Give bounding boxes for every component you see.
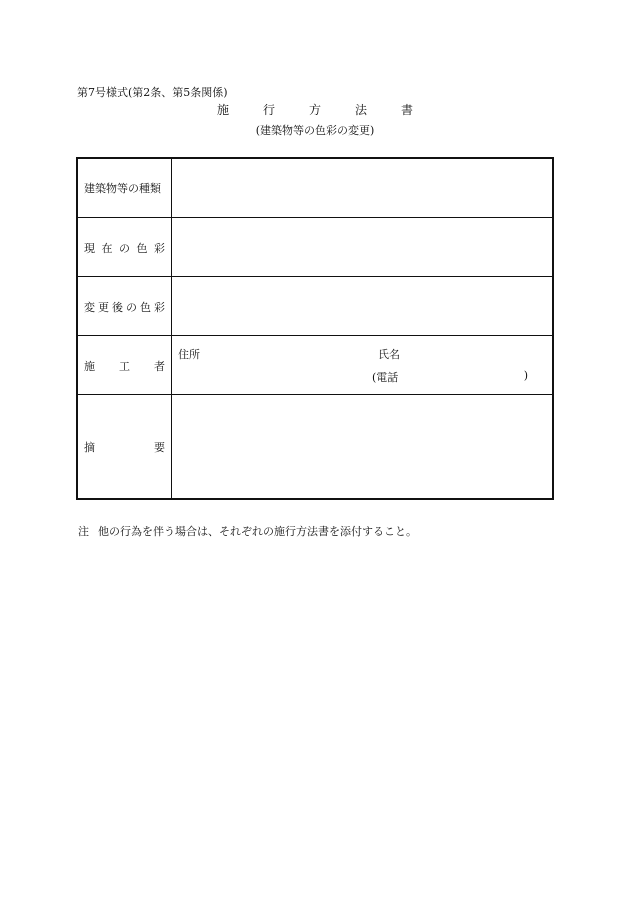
title-char: 書 <box>401 103 414 117</box>
label-char: 現 <box>84 241 95 255</box>
label-char: 工 <box>119 359 130 373</box>
new-color-label <box>84 299 165 315</box>
label-char: 要 <box>154 441 165 454</box>
address-label: 住所 <box>178 348 200 361</box>
label-cell <box>78 277 172 336</box>
contractor-label <box>84 358 165 374</box>
label-char: 更 <box>98 300 109 314</box>
phone-label: (電話 <box>372 371 399 384</box>
title-char: 法 <box>355 103 368 117</box>
form-table <box>76 157 554 500</box>
label-char: 色 <box>136 241 148 255</box>
current-color-field[interactable] <box>172 218 552 277</box>
label-cell <box>78 395 172 499</box>
title-char: 施 <box>216 103 229 117</box>
label-char: 彩 <box>154 241 165 255</box>
contractor-field[interactable] <box>172 336 552 395</box>
label-char: 在 <box>101 241 113 255</box>
row-contractor <box>78 335 552 395</box>
building-type-field[interactable] <box>172 159 552 217</box>
title-char: 行 <box>262 103 275 117</box>
note-mark: 注 <box>78 525 89 538</box>
form-number: 第7号様式(第2条、第5条関係) <box>77 86 228 99</box>
label-char: 色 <box>140 300 151 314</box>
row-summary <box>78 394 552 499</box>
summary-field[interactable] <box>172 395 552 499</box>
page-title <box>0 101 630 118</box>
label-char: 者 <box>154 359 165 373</box>
row-new-color <box>78 276 552 336</box>
footnote <box>78 523 417 539</box>
label-char: 摘 <box>84 441 95 454</box>
phone-paren-close: ) <box>523 369 528 382</box>
building-type-label: 建築物等の種類 <box>84 182 161 195</box>
row-building-type <box>78 159 552 217</box>
label-char: 後 <box>112 300 123 314</box>
label-cell <box>78 159 172 217</box>
label-char: 彩 <box>154 300 165 314</box>
note-text: 他の行為を伴う場合は、それぞれの施行方法書を添付すること。 <box>98 525 417 538</box>
label-char: 施 <box>84 359 95 373</box>
current-color-label <box>84 240 165 256</box>
summary-label <box>84 439 165 455</box>
new-color-field[interactable] <box>172 277 552 336</box>
row-current-color <box>78 217 552 277</box>
title-char: 方 <box>308 103 321 117</box>
label-char: の <box>126 300 137 314</box>
page-subtitle: (建築物等の色彩の変更) <box>255 124 375 137</box>
name-label: 氏名 <box>378 348 400 361</box>
label-char: 変 <box>84 300 95 314</box>
phone-field <box>372 369 528 385</box>
label-cell <box>78 336 172 395</box>
label-cell <box>78 218 172 277</box>
label-char: の <box>119 241 130 255</box>
